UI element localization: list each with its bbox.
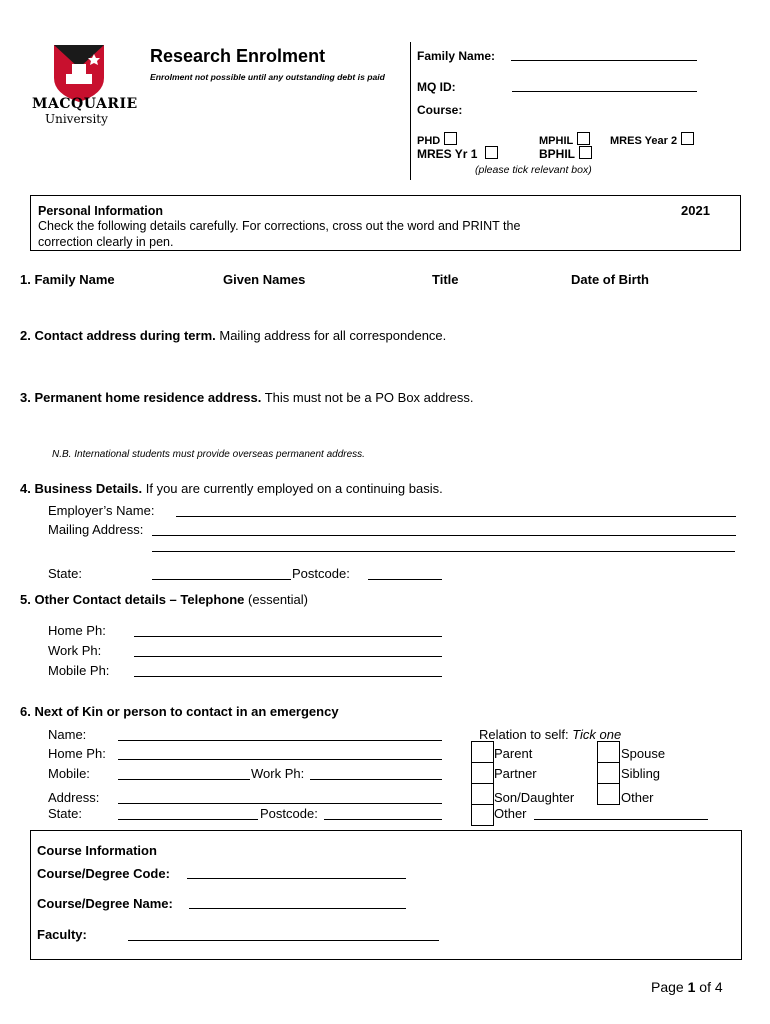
kin-address-field[interactable] xyxy=(118,803,442,804)
kin-work-phone-field[interactable] xyxy=(310,779,442,780)
business-state-label: State: xyxy=(48,566,82,581)
mobile-phone-field[interactable] xyxy=(134,676,442,677)
option-mres-yr1-label: MRES Yr 1 xyxy=(417,147,478,161)
faculty-label: Faculty: xyxy=(37,927,87,942)
personal-info-instructions-2: correction clearly in pen. xyxy=(38,235,174,249)
bphil-checkbox[interactable] xyxy=(579,146,592,159)
mobile-phone-label: Mobile Ph: xyxy=(48,663,110,678)
employer-name-field[interactable] xyxy=(176,516,736,517)
employer-name-label: Employer’s Name: xyxy=(48,503,155,518)
page-suffix: of 4 xyxy=(695,979,723,995)
kin-state-label: State: xyxy=(48,806,82,821)
kin-work-phone-label: Work Ph: xyxy=(251,766,305,781)
option-phd xyxy=(417,132,457,147)
partner-checkbox[interactable] xyxy=(471,762,494,784)
mailing-address-field[interactable] xyxy=(152,535,736,536)
section1-given-names: Given Names xyxy=(223,272,306,287)
kin-mobile-field[interactable] xyxy=(118,779,250,780)
mres-year2-checkbox[interactable] xyxy=(681,132,694,145)
mq-id-field[interactable] xyxy=(512,91,697,92)
other-right-label: Other xyxy=(621,790,654,805)
option-bphil-label: BPHIL xyxy=(539,147,575,161)
option-mres-yr1 xyxy=(417,146,498,161)
section3-note: N.B. International students must provide overseas permanent address. xyxy=(52,449,365,460)
phd-checkbox[interactable] xyxy=(444,132,457,145)
other-right-checkbox[interactable] xyxy=(597,783,620,805)
course-code-label: Course/Degree Code: xyxy=(37,866,170,881)
section4-text: If you are currently employed on a continuing basis. xyxy=(142,481,443,496)
course-name-label: Course/Degree Name: xyxy=(37,896,173,911)
course-code-field[interactable] xyxy=(187,878,406,879)
page-number xyxy=(651,979,723,995)
home-phone-label: Home Ph: xyxy=(48,623,106,638)
mphil-checkbox[interactable] xyxy=(577,132,590,145)
page-current: 1 xyxy=(687,979,696,995)
other-left-checkbox[interactable] xyxy=(471,804,494,826)
sibling-label: Sibling xyxy=(621,766,661,781)
family-name-field[interactable] xyxy=(511,60,697,61)
relation-heading xyxy=(479,727,621,742)
kin-name-label: Name: xyxy=(48,727,87,742)
section5-heading xyxy=(20,592,308,607)
logo-name-line2: University xyxy=(45,112,108,126)
other-relation-field[interactable] xyxy=(534,819,708,820)
section4-label: 4. Business Details. xyxy=(20,481,143,496)
kin-home-phone-field[interactable] xyxy=(118,759,442,760)
kin-mobile-label: Mobile: xyxy=(48,766,90,781)
business-postcode-field[interactable] xyxy=(368,579,442,580)
personal-info-instructions-1: Check the following details carefully. For corrections, cross out the word and PRINT the xyxy=(38,219,521,233)
page-prefix: Page xyxy=(651,979,688,995)
kin-home-phone-label: Home Ph: xyxy=(48,746,106,761)
section2-text: Mailing address for all correspondence. xyxy=(215,328,447,343)
section1-family-name: 1. Family Name xyxy=(20,272,115,287)
section4-heading xyxy=(20,481,443,496)
logo-name-line1: MACQUARIE xyxy=(32,96,138,112)
spouse-checkbox[interactable] xyxy=(597,741,620,763)
business-postcode-label: Postcode: xyxy=(292,566,350,581)
section3-heading xyxy=(20,390,474,405)
section3-label: 3. Permanent home residence address. xyxy=(20,390,262,405)
section1-dob: Date of Birth xyxy=(571,272,649,287)
son-daughter-checkbox[interactable] xyxy=(471,783,494,805)
personal-info-title: Personal Information xyxy=(38,204,164,218)
sibling-checkbox[interactable] xyxy=(597,762,620,784)
section5-label: 5. Other Contact details – Telephone xyxy=(20,592,245,607)
option-mres-year2-label: MRES Year 2 xyxy=(610,135,678,147)
relation-label: Relation to self: xyxy=(479,727,573,742)
parent-label: Parent xyxy=(494,746,533,761)
partner-label: Partner xyxy=(494,766,537,781)
parent-checkbox[interactable] xyxy=(471,741,494,763)
work-phone-field[interactable] xyxy=(134,656,442,657)
work-phone-label: Work Ph: xyxy=(48,643,102,658)
mailing-address-label: Mailing Address: xyxy=(48,522,144,537)
mailing-address-field-2[interactable] xyxy=(152,551,735,552)
kin-name-field[interactable] xyxy=(118,740,442,741)
faculty-field[interactable] xyxy=(128,940,439,941)
tick-note: (please tick relevant box) xyxy=(475,164,592,176)
crest-icon xyxy=(32,44,128,104)
relation-hint: Tick one xyxy=(572,727,622,742)
option-mphil xyxy=(539,132,590,147)
section3-text: This must not be a PO Box address. xyxy=(261,390,474,405)
section6-heading: 6. Next of Kin or person to contact in an emergency xyxy=(20,704,339,719)
home-phone-field[interactable] xyxy=(134,636,442,637)
kin-postcode-field[interactable] xyxy=(324,819,442,820)
header-divider xyxy=(410,42,411,180)
son-daughter-label: Son/Daughter xyxy=(494,790,575,805)
mq-id-label: MQ ID: xyxy=(417,80,456,94)
spouse-label: Spouse xyxy=(621,746,666,761)
option-bphil xyxy=(539,146,592,161)
option-mres-year2 xyxy=(610,132,694,147)
section1-title: Title xyxy=(432,272,459,287)
family-name-label: Family Name: xyxy=(417,49,496,63)
section5-text: (essential) xyxy=(244,592,308,607)
business-state-field[interactable] xyxy=(152,579,291,580)
kin-postcode-label: Postcode: xyxy=(260,806,318,821)
form-subtitle: Enrolment not possible until any outstanding debt is paid xyxy=(150,72,385,82)
form-year: 2021 xyxy=(681,203,710,218)
course-info-title: Course Information xyxy=(37,843,157,858)
mres-yr1-checkbox[interactable] xyxy=(485,146,498,159)
kin-state-field[interactable] xyxy=(118,819,258,820)
option-phd-label: PHD xyxy=(417,135,441,147)
kin-address-label: Address: xyxy=(48,790,100,805)
course-label: Course: xyxy=(417,103,463,117)
form-title: Research Enrolment xyxy=(150,46,326,66)
university-logo xyxy=(32,44,138,129)
section2-heading xyxy=(20,328,446,343)
course-name-field[interactable] xyxy=(189,908,406,909)
section2-label: 2. Contact address during term. xyxy=(20,328,216,343)
other-left-label: Other xyxy=(494,806,527,821)
option-mphil-label: MPHIL xyxy=(539,135,574,147)
